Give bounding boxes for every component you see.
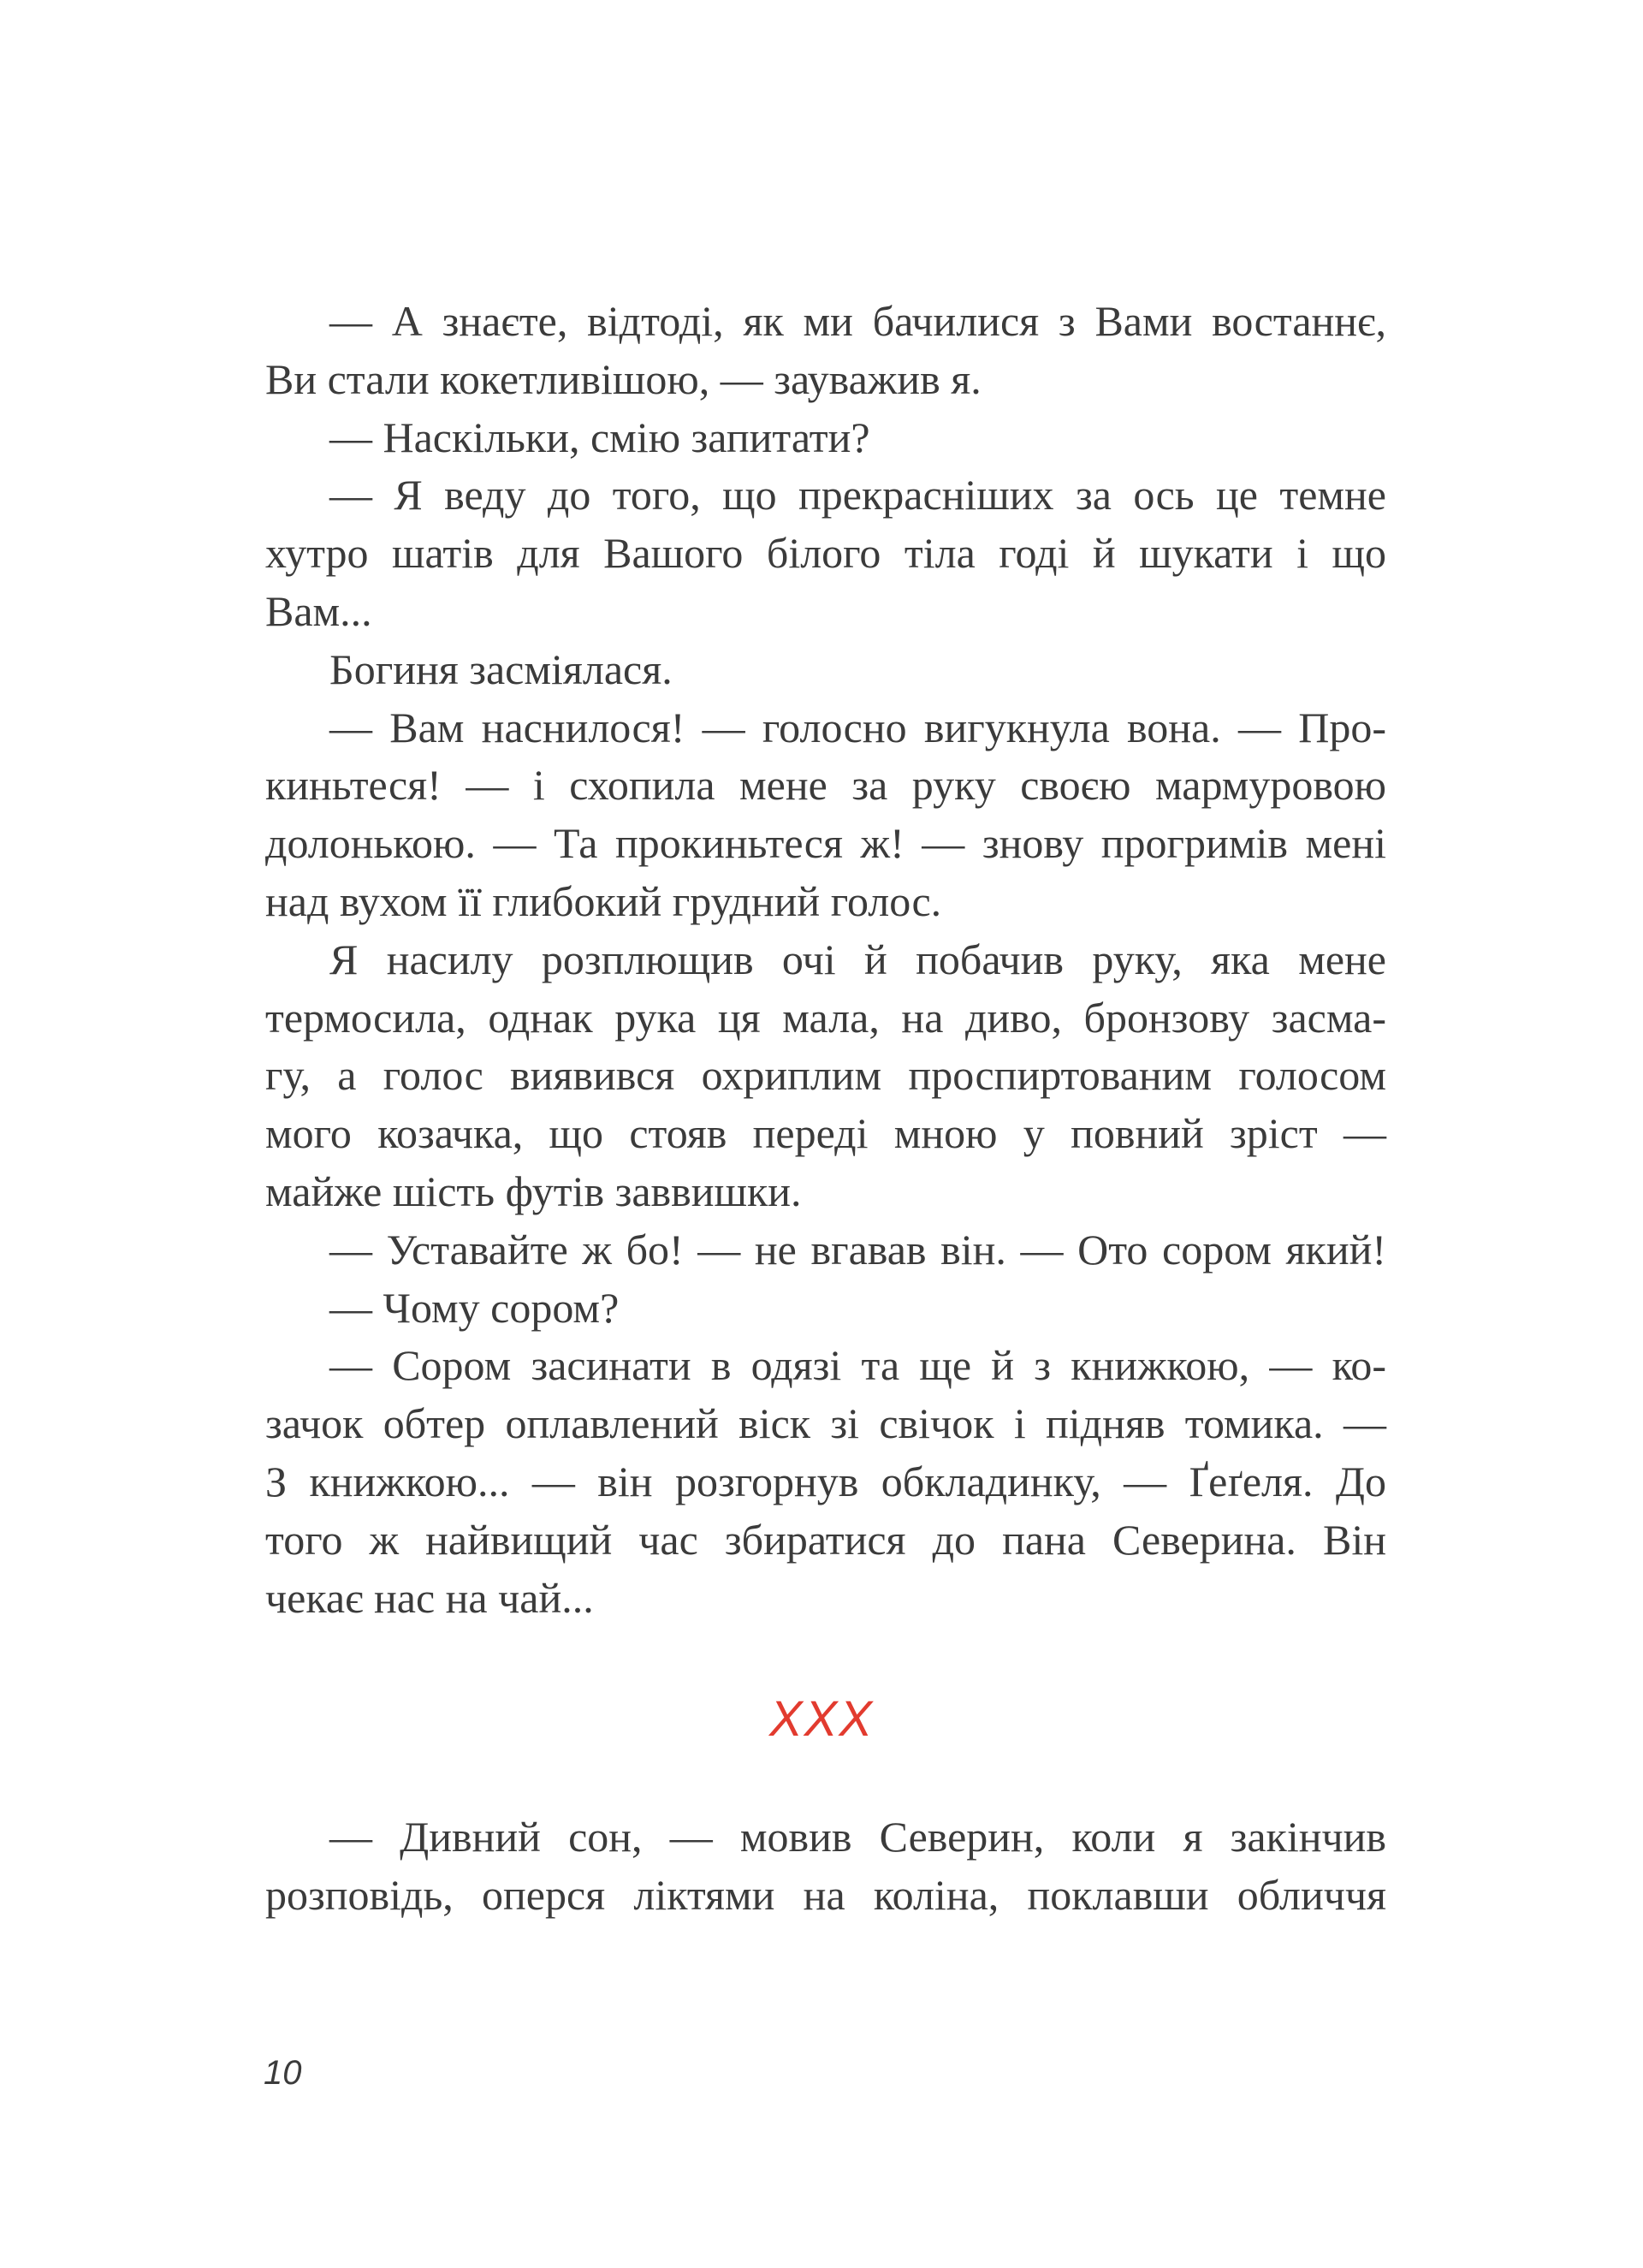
- text-line: того ж найвищий час збиратися до пана Северина. Він: [265, 1515, 1386, 1564]
- text-line: розповідь, оперся ліктями на коліна, поклавши обличчя: [265, 1870, 1386, 1919]
- page-number: 10: [264, 2054, 302, 2092]
- section-divider: XXX: [768, 1691, 875, 1747]
- text-line: долонькою. — Та прокиньтеся ж! — знову прогримів мені: [265, 819, 1386, 868]
- text-line: З книжкою... — він розгорнув обкладинку, — Ґеґеля. До: [265, 1457, 1386, 1505]
- text-line: Богиня засміялася.: [329, 644, 673, 693]
- text-line: Вам...: [265, 586, 372, 635]
- text-line: — Наскільки, смію запитати?: [329, 413, 870, 461]
- text-line: мого козачка, що стояв переді мною у повний зріст —: [265, 1109, 1386, 1158]
- text-line: — Я веду до того, що прекрасніших за ось це темне: [329, 471, 1386, 520]
- text-line: — Чому сором?: [329, 1283, 620, 1332]
- text-line: — Уставайте ж бо! — не вгавав він. — Ото сором який!: [329, 1225, 1386, 1274]
- text-line: зачок обтер оплавлений віск зі свічок і підняв томика. —: [265, 1399, 1386, 1448]
- text-line: майже шість футів заввишки.: [265, 1167, 802, 1215]
- text-line: Я насилу розплющив очі й побачив руку, яка мене: [329, 935, 1386, 983]
- text-line: над вухом її глибокий грудний голос.: [265, 876, 942, 925]
- text-section-2: [265, 1808, 1386, 1925]
- text-line: гу, а голос виявився охриплим проспиртованим голосом: [265, 1051, 1386, 1100]
- text-line: — Дивний сон, — мовив Северин, коли я закінчив: [329, 1813, 1386, 1861]
- text-line: — Вам наснилося! — голосно вигукнула вона. — Про-: [329, 703, 1386, 751]
- text-line: термосила, однак рука ця мала, на диво, бронзову засма-: [265, 993, 1386, 1042]
- text-line: киньтеся! — і схопила мене за руку своєю мармуровою: [265, 761, 1386, 810]
- text-line: чекає нас на чай...: [265, 1573, 594, 1622]
- text-line: хутро шатів для Вашого білого тіла годі й шукати і що: [265, 529, 1386, 578]
- text-line: — Сором засинати в одязі та ще й з книжкою, — ко-: [329, 1341, 1386, 1390]
- text-section-1: [265, 293, 1386, 1627]
- text-line: — А знаєте, відтоді, як ми бачилися з Вами востаннє,: [329, 297, 1386, 345]
- text-line: Ви стали кокетливішою, — зауважив я.: [265, 354, 982, 403]
